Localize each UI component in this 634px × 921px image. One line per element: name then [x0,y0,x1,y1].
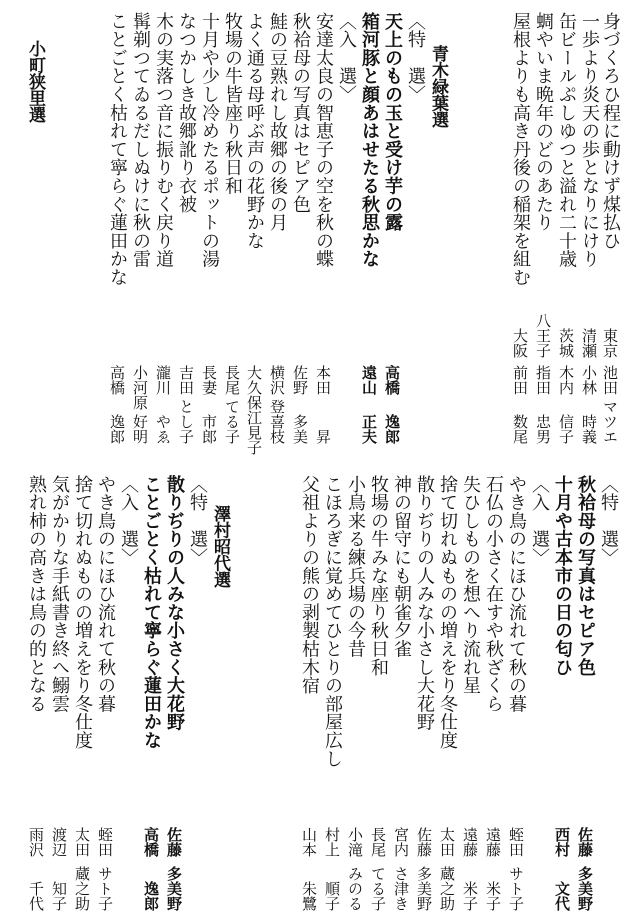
special-haiku: 秋袷母の写真はセピア色 [575,475,596,677]
regular-haiku: 木の実落つ音に振りむく戻り道 [153,12,174,269]
regular-haiku: 安達太良の智恵子の空を秋の蝶 [313,12,334,269]
author-name [200,365,218,444]
author-location [511,318,529,358]
section-title: 小町狭里選 [25,40,45,123]
author-name [323,827,341,911]
special-haiku: 天上のもの玉と受け芋の露 [382,12,403,232]
author-given-name: マツエ [601,399,619,444]
author-surname: 長妻 [200,365,218,395]
author-surname: 小滝 [346,827,364,857]
author-given-name: 千代 [27,881,45,911]
author-name [245,365,263,455]
author-surname: 高橋 [108,365,126,395]
regular-haiku: 散りぢりの人みな小さし大花野 [414,475,435,732]
regular-haiku: 鮭の豆熟れし故郷の後の月 [267,12,288,232]
author-name [300,827,318,911]
author-surname: 高橋 [383,365,401,395]
author-given-name: 江見子 [245,410,263,455]
author-surname: 佐藤 [576,827,594,857]
author-given-name: 多美野 [576,866,594,911]
regular-haiku: よく通る母呼ぶ声の花野かな [244,12,265,250]
regular-label: 〈入 選〉 [118,475,139,567]
section-title: 澤村昭代選 [210,505,230,588]
author-name [314,365,332,444]
author-surname: 横沢 [268,365,286,395]
author-surname: 前田 [511,365,529,395]
regular-haiku: 石仏の小さく在すや秋ざくら [483,475,504,713]
regular-haiku: なつかしき故郷訛り衣被 [176,12,197,214]
author-location [580,318,598,358]
special-label: 〈特 選〉 [187,475,208,567]
author-given-name: 蔵之助 [73,866,91,911]
regular-haiku: ことごとく枯れて寧らぐ蓮田かな [107,12,128,287]
author-name [601,365,619,444]
regular-haiku: やき鳥のにほひ流れて秋の暮 [506,475,527,713]
author-surname: 太田 [438,827,456,857]
author-given-name: サト子 [507,866,525,911]
author-name [346,827,364,911]
author-name [50,827,68,911]
author-given-name: 蔵之助 [438,866,456,911]
special-label: 〈特 選〉 [598,475,619,567]
author-name [580,365,598,444]
author-surname: 村上 [323,827,341,857]
haiku-line: 屋根よりも高き丹後の稲架を組む [510,12,531,287]
author-given-name: 好明 [131,414,149,444]
author-surname: 本田 [314,365,332,395]
author-surname: 宮内 [392,827,410,857]
author-surname: 小林 [580,365,598,395]
author-surname: 遠藤 [461,827,479,857]
special-haiku: 十月や古本市の日の匂ひ [552,475,573,677]
location-text: 清瀬 [580,328,598,358]
author-given-name: 信子 [557,414,575,444]
author-surname: 佐藤 [165,827,183,857]
special-haiku: 箱河豚と顔あはせたる秋思かな [359,12,380,269]
author-surname: 木内 [557,365,575,395]
special-label: 〈特 選〉 [405,12,426,104]
haiku-line: 一歩より炎天の歩となりにけり [579,12,600,269]
author-name [392,827,410,911]
author-name [484,827,502,911]
author-given-name: 逸郎 [142,881,160,911]
author-surname: 長尾 [223,365,241,395]
author-given-name: 正夫 [360,414,378,444]
regular-label: 〈入 選〉 [529,475,550,567]
author-given-name: 時義 [580,414,598,444]
author-given-name: とし子 [177,399,195,444]
author-name [108,365,126,444]
special-haiku: 散りぢりの人みな小さく大花野 [164,475,185,732]
author-location [601,318,619,358]
author-name [511,365,529,444]
regular-haiku: 捨て切れぬものの増えをり冬仕度 [437,475,458,750]
author-given-name: 多美野 [165,866,183,911]
author-name [165,827,183,911]
regular-haiku: 失ひしものを想へり流れ星 [460,475,481,695]
author-location [534,313,552,358]
author-surname: 渡辺 [50,827,68,857]
author-surname: 高橋 [142,827,160,857]
author-surname: 雨沢 [27,827,45,857]
location-text: 八王子 [534,313,552,358]
author-surname: 佐藤 [415,827,433,857]
author-name [383,365,401,444]
author-name [557,365,575,444]
author-name [154,365,172,444]
author-name [553,827,571,911]
regular-haiku: 捨て切れぬものの増えをり冬仕度 [72,475,93,750]
author-given-name: 市郎 [200,414,218,444]
regular-haiku: やき鳥のにほひ流れて秋の暮 [95,475,116,713]
author-name [142,827,160,911]
author-surname: 蛭田 [96,827,114,857]
author-given-name: 多美 [291,414,309,444]
author-given-name: 文代 [553,881,571,911]
regular-haiku: 父祖よりの熊の剥製枯木宿 [299,475,320,695]
author-given-name: てる子 [369,866,387,911]
location-text: 大阪 [511,328,529,358]
author-surname: 遠山 [360,365,378,395]
regular-haiku: 気がかりな手紙書き終へ鰯雲 [49,475,70,713]
author-name [415,827,433,911]
regular-haiku: 十月や少し冷めたるポットの湯 [199,12,220,269]
author-surname: 瀧川 [154,365,172,395]
author-given-name: みのる [346,866,364,911]
author-name [461,827,479,911]
author-surname: 山本 [300,827,318,857]
author-surname: 吉田 [177,365,195,395]
author-given-name: 逸郎 [108,414,126,444]
author-given-name: 朱鷺 [300,881,318,911]
regular-haiku: こほろぎに覚めてひとりの部屋広し [322,475,343,768]
author-name [438,827,456,911]
author-name [177,365,195,444]
author-name [131,365,149,444]
regular-haiku: 小鳥来る練兵場の今昔 [345,475,366,658]
author-given-name: 数尾 [511,414,529,444]
regular-haiku: 秋袷母の写真はセピア色 [290,12,311,214]
author-given-name: サト子 [96,866,114,911]
author-name [73,827,91,911]
author-name [223,365,241,444]
author-surname: 遠藤 [484,827,502,857]
author-surname: 長尾 [369,827,387,857]
author-name [27,827,45,911]
author-name [360,365,378,444]
author-given-name: 登喜枝 [268,399,286,444]
author-given-name: やゑ [154,414,172,444]
section-title: 青木緑葉選 [428,45,448,128]
author-given-name: 米子 [484,881,502,911]
author-surname: 太田 [73,827,91,857]
author-given-name: 順子 [323,881,341,911]
author-surname: 大久保 [245,365,263,410]
author-name [96,827,114,911]
regular-label: 〈入 選〉 [336,12,357,104]
regular-haiku: 神の留守にも朝雀夕雀 [391,475,412,658]
author-given-name: 逸郎 [383,414,401,444]
author-given-name: 知子 [50,881,68,911]
author-name [369,827,387,911]
author-surname: 蛭田 [507,827,525,857]
haiku-line: 缶ビールぷしゆつと溢れ二十歳 [556,12,577,269]
regular-haiku: 牧場の牛みな座り秋日和 [368,475,389,677]
author-surname: 西村 [553,827,571,857]
special-haiku: ことごとく枯れて寧らぐ蓮田かな [141,475,162,750]
author-given-name: 忠男 [534,414,552,444]
author-surname: 池田 [601,365,619,395]
haiku-line: 蜩やいま晩年のどのあたり [533,12,554,232]
author-surname: 佐野 [291,365,309,395]
haiku-line: 身づくろひ程に動けず煤払ひ [600,12,621,250]
author-given-name: 昇 [314,429,332,444]
author-name [507,827,525,911]
author-given-name: 米子 [461,881,479,911]
regular-haiku: 熟れ柿の高きは鳥の的となる [26,475,47,713]
author-given-name: 多美野 [415,866,433,911]
author-name [534,365,552,444]
regular-haiku: 牧場の牛皆座り秋日和 [222,12,243,195]
author-surname: 小河原 [131,365,149,410]
regular-haiku: 髯剃つてゐるだしぬけに秋の雷 [130,12,151,269]
author-surname: 指田 [534,365,552,395]
author-name [576,827,594,911]
author-location [557,318,575,358]
location-text: 東京 [601,328,619,358]
author-given-name: てる子 [223,399,241,444]
author-name [268,365,286,444]
author-given-name: さ津き [392,866,410,911]
location-text: 茨城 [557,328,575,358]
author-name [291,365,309,444]
